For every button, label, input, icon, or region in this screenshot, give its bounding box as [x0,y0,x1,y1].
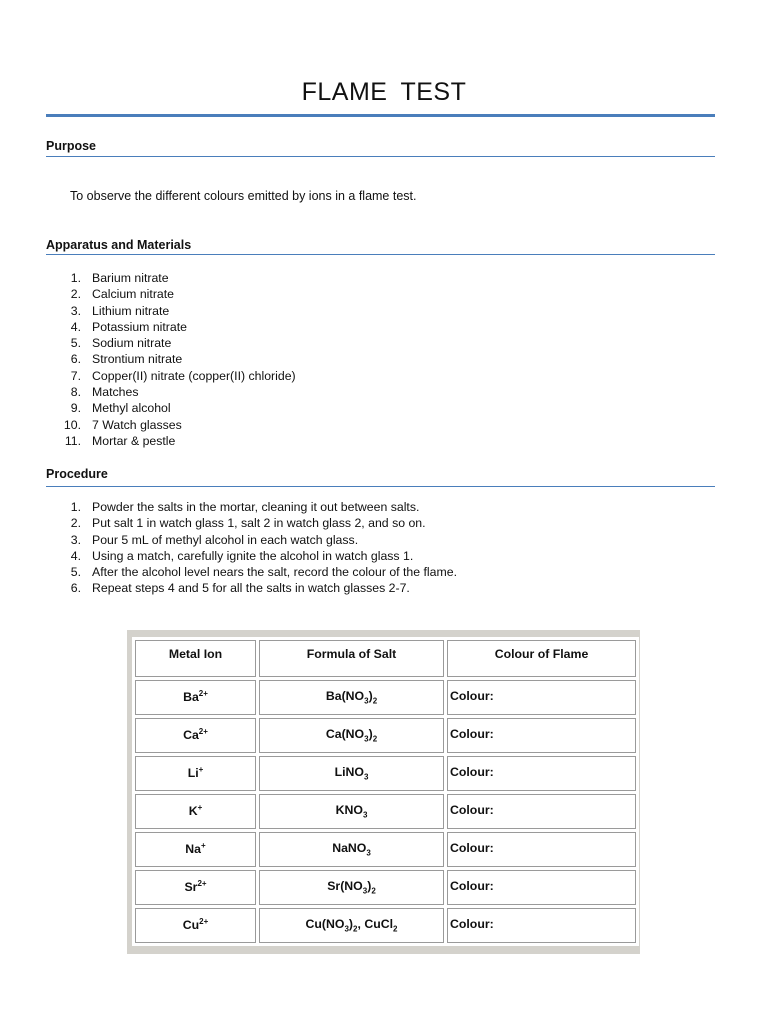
list-number: 2. [70,287,81,302]
apparatus-item [46,417,296,433]
ion-charge: 2+ [197,879,207,888]
procedure-list [46,499,457,597]
list-number: 4. [70,548,81,563]
list-text: Copper(II) nitrate (copper(II) chloride) [92,368,296,383]
list-number: 11. [64,433,81,448]
metal-ion-cell [135,680,256,715]
colour-label: Colour: [450,879,494,893]
list-text: Lithium nitrate [92,303,170,318]
ion-charge: + [201,841,206,850]
list-number: 4. [70,319,81,334]
header-colour-of-flame: Colour of Flame [447,640,636,677]
flame-colour-cell[interactable] [447,794,636,829]
list-number: 5. [70,565,81,580]
apparatus-item [46,270,296,286]
table-row [135,756,636,791]
flame-test-table [132,637,639,946]
list-text: Potassium nitrate [92,319,188,334]
ion-symbol: K [188,804,198,819]
table-row [135,908,636,943]
procedure-step [46,548,457,564]
list-number: 1. [70,500,81,514]
list-number: 6. [70,581,81,596]
ion-charge: + [198,765,204,774]
formula-part: 3 [364,696,369,706]
procedure-step [46,499,457,515]
salt-formula-cell [259,794,444,829]
list-text: Sodium nitrate [92,336,172,351]
formula-part: 3 [362,810,368,820]
metal-ion-cell [135,870,256,905]
metal-ion-cell [135,756,256,791]
metal-ion-cell [135,832,256,867]
formula-part: 2 [372,734,378,744]
formula-part: 3 [363,772,369,782]
formula-part: 3 [344,924,349,934]
table-row [135,794,636,829]
salt-formula-cell [259,756,444,791]
salt-formula-cell [259,870,444,905]
apparatus-heading: Apparatus and Materials [46,238,192,252]
colour-label: Colour: [450,841,494,855]
colour-label: Colour: [450,765,494,779]
list-text: Powder the salts in the mortar, cleaning it out between salts. [92,500,420,514]
procedure-rule [46,486,715,487]
procedure-step [46,515,457,531]
ion-charge: 2+ [199,917,209,926]
table-row [135,870,636,905]
formula-part: ) [348,917,354,931]
flame-colour-cell[interactable] [447,756,636,791]
ion-symbol: Ca [183,728,199,743]
list-text: Repeat steps 4 and 5 for all the salts in watch glasses 2-7. [92,581,410,596]
apparatus-item [46,384,296,400]
table-row [135,832,636,867]
purpose-rule [46,156,715,157]
formula-part: 3 [366,848,371,858]
list-number: 2. [70,516,81,531]
ion-symbol: Sr [184,880,198,895]
list-text: Matches [92,385,139,400]
table-row [135,680,636,715]
list-text: Barium nitrate [92,271,169,285]
header-formula-of-salt: Formula of Salt [259,640,444,677]
metal-ion-cell [135,908,256,943]
salt-formula-cell [259,718,444,753]
formula-part: Ca(NO [325,727,365,741]
salt-formula-cell [259,832,444,867]
formula-part: Sr(NO [327,879,363,893]
formula-part: , CuCl [357,917,394,931]
table-header-row [135,640,636,677]
flame-colour-cell[interactable] [447,832,636,867]
list-text: Methyl alcohol [92,401,171,416]
title-underline [46,114,715,117]
formula-part: ) [368,689,373,703]
formula-part: 2 [371,886,376,896]
list-number: 5. [70,336,81,351]
list-text: Put salt 1 in watch glass 1, salt 2 in watch glass 2, and so on. [92,516,426,531]
flame-colour-cell[interactable] [447,908,636,943]
formula-part: NaNO [332,841,367,855]
formula-part: 3 [364,734,369,744]
apparatus-item [46,351,296,367]
colour-label: Colour: [450,689,494,703]
list-text: Strontium nitrate [92,352,183,367]
metal-ion-cell [135,794,256,829]
formula-part: KNO [335,803,363,817]
apparatus-list [46,270,296,449]
colour-label: Colour: [450,803,494,817]
flame-colour-cell[interactable] [447,870,636,905]
list-number: 10. [63,417,81,432]
procedure-step [46,580,457,596]
list-text: Calcium nitrate [92,287,175,302]
apparatus-item [46,400,296,416]
ion-symbol: Cu [182,918,200,933]
header-metal-ion: Metal Ion [135,640,256,677]
formula-part: 2 [372,696,378,706]
list-text: Pour 5 mL of methyl alcohol in each watch glass. [92,532,359,547]
ion-symbol: Na [185,842,202,857]
purpose-heading: Purpose [46,139,97,153]
formula-part: ) [368,727,373,741]
procedure-step [46,532,457,548]
flame-colour-cell[interactable] [447,718,636,753]
salt-formula-cell [259,908,444,943]
document-title: FLAME TEST [301,78,467,106]
metal-ion-cell [135,718,256,753]
list-number: 8. [70,385,81,400]
apparatus-rule [46,254,715,255]
apparatus-item [46,335,296,351]
list-number: 1. [70,271,81,285]
list-text: Mortar & pestle [92,433,176,448]
formula-part: LiNO [334,765,364,779]
colour-label: Colour: [450,727,494,741]
ion-charge: + [197,803,203,812]
list-text: After the alcohol level nears the salt, record the colour of the flame. [92,565,458,580]
ion-charge: 2+ [198,727,208,736]
ion-symbol: Ba [183,690,199,705]
formula-part: Ba(NO [325,689,365,703]
colour-label: Colour: [450,917,494,931]
apparatus-item [46,303,296,319]
list-number: 3. [70,532,81,547]
formula-part: Cu(NO [305,917,345,931]
list-number: 7. [70,368,81,383]
ion-symbol: Li [187,766,199,781]
apparatus-item [46,286,296,302]
ion-charge: 2+ [198,689,208,698]
list-text: Using a match, carefully ignite the alcohol in watch glass 1. [92,548,414,563]
purpose-text: To observe the different colours emitted by ions in a flame test. [70,189,417,203]
formula-part: 2 [393,924,398,934]
procedure-step [46,564,457,580]
apparatus-item [46,319,296,335]
table-row [135,718,636,753]
apparatus-item [46,433,296,449]
formula-part: ) [367,879,372,893]
formula-part: 2 [353,924,358,934]
formula-part: 3 [362,886,368,896]
apparatus-item [46,368,296,384]
list-number: 9. [70,401,81,416]
list-number: 6. [70,352,81,367]
procedure-heading: Procedure [46,467,108,481]
salt-formula-cell [259,680,444,715]
list-text: 7 Watch glasses [92,417,182,432]
flame-colour-cell[interactable] [447,680,636,715]
list-number: 3. [70,303,81,318]
